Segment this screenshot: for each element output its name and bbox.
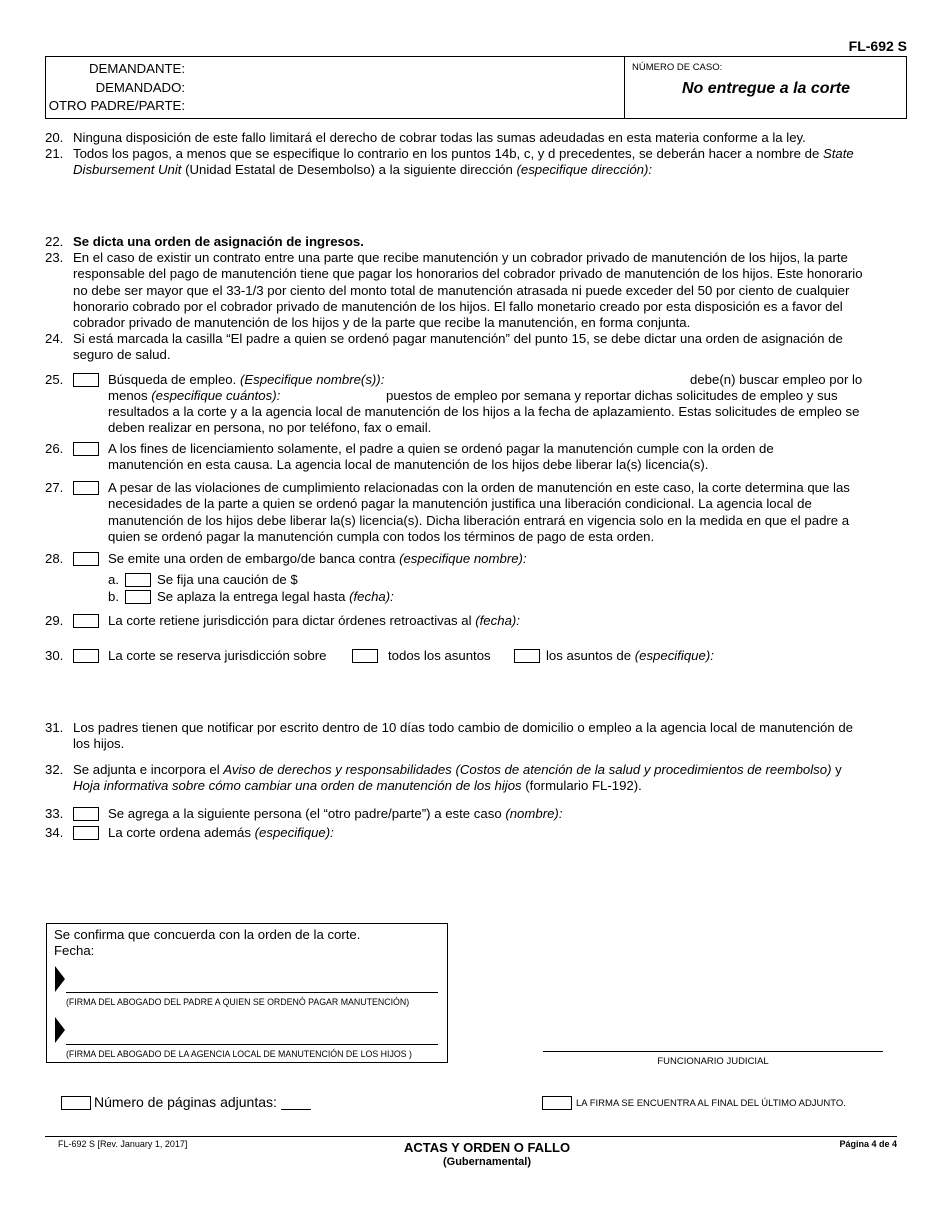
footer-revision: FL-692 S [Rev. January 1, 2017] xyxy=(58,1139,188,1149)
signature-line-1[interactable] xyxy=(66,992,438,993)
item-28b-checkbox[interactable] xyxy=(125,590,151,604)
pages-attached-label: Número de páginas adjuntas: xyxy=(94,1094,277,1110)
item-28-checkbox[interactable] xyxy=(73,552,99,566)
item-28-number: 28. xyxy=(45,551,64,566)
item-23-text: En el caso de existir un contrato entre una parte que recibe manutención y un cobrador privado de manutención de los hijos, la parte responsable del pago de manutención tiene que pagar los honorarios del cobrador privado de manutención de los hijos. Este honorario no debe ser mayor que el 33-1/3 por ciento del monto total de manutención atrasada ni puede exceder del 50 por ciento de cualquier honorario cobrado por el cobrador privado de manutención de los hijos. El fallo monetario creado por esta disposición es a favor del cobrador privado de manutención de los hijos y de la parte que recibe la manutención, en forma conjunta. xyxy=(73,250,863,331)
case-number-label: NÚMERO DE CASO: xyxy=(632,62,723,73)
item-24-number: 24. xyxy=(45,331,64,346)
form-id: FL-692 S xyxy=(848,38,907,54)
attorney-signature-box xyxy=(46,923,448,1063)
item-30-checkbox[interactable] xyxy=(73,649,99,663)
petitioner-label: DEMANDANTE: xyxy=(89,61,185,76)
item-28b-label: b. xyxy=(108,589,119,604)
item-25-line4: deben realizar en persona, no por teléfono, fax o email. xyxy=(108,420,432,435)
signature-arrow-icon xyxy=(55,966,65,992)
item-30-all-matters-checkbox[interactable] xyxy=(352,649,378,663)
item-33-number: 33. xyxy=(45,806,64,821)
item-24-text: Si está marcada la casilla “El padre a quien se ordenó pagar manutención” del punto 15, se debe dictar una orden de asignación de seguro de salud. xyxy=(73,331,843,363)
signature-end-label: LA FIRMA SE ENCUENTRA AL FINAL DEL ÚLTIMO ADJUNTO. xyxy=(576,1098,846,1109)
item-28-text: Se emite una orden de embargo/de banca contra (especifique nombre): xyxy=(108,551,527,566)
item-34-number: 34. xyxy=(45,825,64,840)
item-30-all-matters: todos los asuntos xyxy=(388,648,491,663)
signature-arrow-icon xyxy=(55,1017,65,1043)
item-21-number: 21. xyxy=(45,146,64,161)
footer-title: ACTAS Y ORDEN O FALLO xyxy=(403,1140,571,1155)
pages-attached-checkbox[interactable] xyxy=(61,1096,91,1110)
signature-2-caption: (FIRMA DEL ABOGADO DE LA AGENCIA LOCAL DE MANUTENCIÓN DE LOS HIJOS ) xyxy=(66,1049,412,1059)
item-28a-label: a. xyxy=(108,572,119,587)
item-32-number: 32. xyxy=(45,762,64,777)
item-28a-text: Se fija una caución de $ xyxy=(157,572,298,587)
item-27-text: A pesar de las violaciones de cumplimiento relacionadas con la orden de manutención en este caso, la corte determina que las necesidades de la parte a quien se ordenó pagar la manutención justifica una liberación condicional. La agencia local de manutención de los hijos debe liberar la(s) licencia(s). Dicha liberación entrará en vigencia solo en la medida en que el padre a quien se ordenó pagar la manutención cumpla con todos los términos de pago de esta orden. xyxy=(108,480,850,544)
item-30-number: 30. xyxy=(45,648,64,663)
item-20-text: Ninguna disposición de este fallo limitará el derecho de cobrar todas las sumas adeudadas en esta materia conforme a la ley. xyxy=(73,130,806,145)
item-34-checkbox[interactable] xyxy=(73,826,99,840)
item-25-number: 25. xyxy=(45,372,64,387)
item-26-checkbox[interactable] xyxy=(73,442,99,456)
signature-1-caption: (FIRMA DEL ABOGADO DEL PADRE A QUIEN SE ORDENÓ PAGAR MANUTENCIÓN) xyxy=(66,997,410,1007)
item-32-text: Se adjunta e incorpora el Aviso de derechos y responsabilidades (Costos de atención de la salud y procedimientos de reembolso) y Hoja informativa sobre cómo cambiar una orden de manutención de los hijos (formulario FL-192). xyxy=(73,762,842,794)
respondent-label: DEMANDADO: xyxy=(95,80,185,95)
item-28b-text: Se aplaza la entrega legal hasta (fecha): xyxy=(157,589,394,604)
item-30-text: La corte se reserva jurisdicción sobre xyxy=(108,648,327,663)
signature-box-statement: Se confirma que concuerda con la orden de la corte. xyxy=(54,927,361,942)
item-34-text: La corte ordena además (especifique): xyxy=(108,825,334,840)
item-25-line2: menos (especifique cuántos): xyxy=(108,388,281,403)
item-25-line2-end: puestos de empleo por semana y reportar dichas solicitudes de empleo y sus xyxy=(386,388,838,403)
item-25-line1-end: debe(n) buscar empleo por lo xyxy=(690,372,863,387)
item-25-line3: resultados a la corte y a la agencia local de manutención de los hijos a la fecha de aplazamiento. Estas solicitudes de empleo se xyxy=(108,404,860,419)
item-20-number: 20. xyxy=(45,130,64,145)
item-22-text: Se dicta una orden de asignación de ingresos. xyxy=(73,234,364,249)
item-25-checkbox[interactable] xyxy=(73,373,99,387)
footer-rule xyxy=(45,1136,897,1137)
item-21-text: Todos los pagos, a menos que se especifique lo contrario en los puntos 14b, c, y d precedentes, se deberán hacer a nombre de State Disbursement Unit (Unidad Estatal de Desembolso) a la siguiente dirección (especifique dirección): xyxy=(73,146,854,178)
item-25-line1: Búsqueda de empleo. (Especifique nombre(s)): xyxy=(108,372,385,387)
item-33-checkbox[interactable] xyxy=(73,807,99,821)
item-31-number: 31. xyxy=(45,720,64,735)
item-26-text: A los fines de licenciamiento solamente, el padre a quien se ordenó pagar la manutención cumple con la orden de manutención en esta causa. La agencia local de manutención de los hijos debe liberar la(s) licencia(s). xyxy=(108,441,774,473)
item-29-text: La corte retiene jurisdicción para dictar órdenes retroactivas al (fecha): xyxy=(108,613,520,628)
item-29-number: 29. xyxy=(45,613,64,628)
item-27-checkbox[interactable] xyxy=(73,481,99,495)
other-party-label: OTRO PADRE/PARTE: xyxy=(48,98,185,113)
item-27-number: 27. xyxy=(45,480,64,495)
signature-line-2[interactable] xyxy=(66,1044,438,1045)
signature-end-checkbox[interactable] xyxy=(542,1096,572,1110)
judicial-officer-line[interactable] xyxy=(543,1051,883,1052)
case-number-value: No entregue a la corte xyxy=(681,80,851,97)
item-29-checkbox[interactable] xyxy=(73,614,99,628)
item-30-specific-matters: los asuntos de (especifique): xyxy=(546,648,714,663)
footer-subtitle: (Gubernamental) xyxy=(442,1156,531,1168)
judicial-officer-label: FUNCIONARIO JUDICIAL xyxy=(657,1056,769,1067)
item-31-text: Los padres tienen que notificar por escrito dentro de 10 días todo cambio de domicilio o empleo a la agencia local de manutención de los hijos. xyxy=(73,720,854,752)
item-26-number: 26. xyxy=(45,441,64,456)
item-30-specific-matters-checkbox[interactable] xyxy=(514,649,540,663)
item-23-number: 23. xyxy=(45,250,64,265)
item-33-text: Se agrega a la siguiente persona (el “otro padre/parte”) a este caso (nombre): xyxy=(108,806,563,821)
footer-page-number: Página 4 de 4 xyxy=(839,1139,897,1149)
item-28a-checkbox[interactable] xyxy=(125,573,151,587)
item-22-number: 22. xyxy=(45,234,64,249)
pages-attached-input[interactable] xyxy=(281,1109,311,1110)
signature-box-date-label: Fecha: xyxy=(54,943,95,958)
